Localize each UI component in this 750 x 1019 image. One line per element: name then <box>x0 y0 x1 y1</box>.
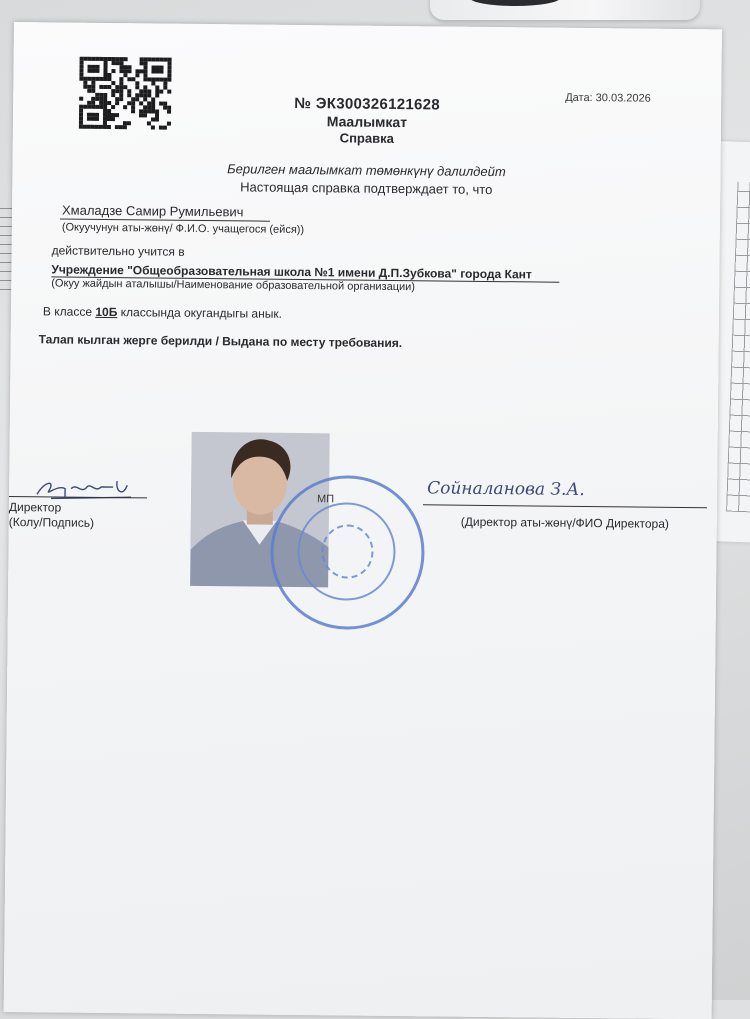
student-name-caption: (Окуучунун аты-жөнү/ Ф.И.О. учащегося (ейся)) <box>61 221 305 237</box>
stamp-emblem <box>321 524 374 579</box>
stamp-icon <box>270 475 426 631</box>
document-number: № ЭК300326121628 <box>294 94 441 114</box>
confirmation-kyrgyz: Берилген маалымкат төмөнкүнү далилдейт <box>227 161 506 180</box>
stamp-mark: МП <box>316 493 335 506</box>
signature-caption: (Колу/Подпись) <box>8 514 95 530</box>
organization-caption: (Окуу жайдын аталышы/Наименование образовательной организации) <box>51 277 416 294</box>
director-label: Директор <box>8 499 62 515</box>
background-object <box>430 0 700 20</box>
studies-text: действительно учится в <box>51 243 185 259</box>
background-edge <box>0 200 12 290</box>
title-russian: Справка <box>339 130 394 146</box>
director-name-signature: Сойналанова З.А. <box>427 478 585 501</box>
class-statement <box>43 304 282 321</box>
title-kyrgyz: Маалымкат <box>326 113 408 131</box>
student-name: Хмаладзе Самир Румильевич <box>61 202 244 220</box>
class-prefix: В классе <box>42 304 93 319</box>
director-name-line <box>423 504 707 508</box>
class-suffix: классында окугандыгы анык. <box>120 305 283 321</box>
class-value: 10Б <box>95 304 118 320</box>
organization-name: Учреждение "Общеобразовательная школа №1 имени Д.П.Зубкова" города Кант <box>51 262 532 282</box>
director-name-caption: (Директор аты-жөнү/ФИО Директора) <box>460 514 670 531</box>
background-grid <box>726 182 750 513</box>
confirmation-russian: Настоящая справка подтверждает то, что <box>240 179 493 198</box>
certificate-page <box>4 22 722 1019</box>
issued-statement: Талап кылган жерге берилди / Выдана по месту требования. <box>38 332 403 351</box>
issue-date: Дата: 30.03.2026 <box>565 91 651 105</box>
